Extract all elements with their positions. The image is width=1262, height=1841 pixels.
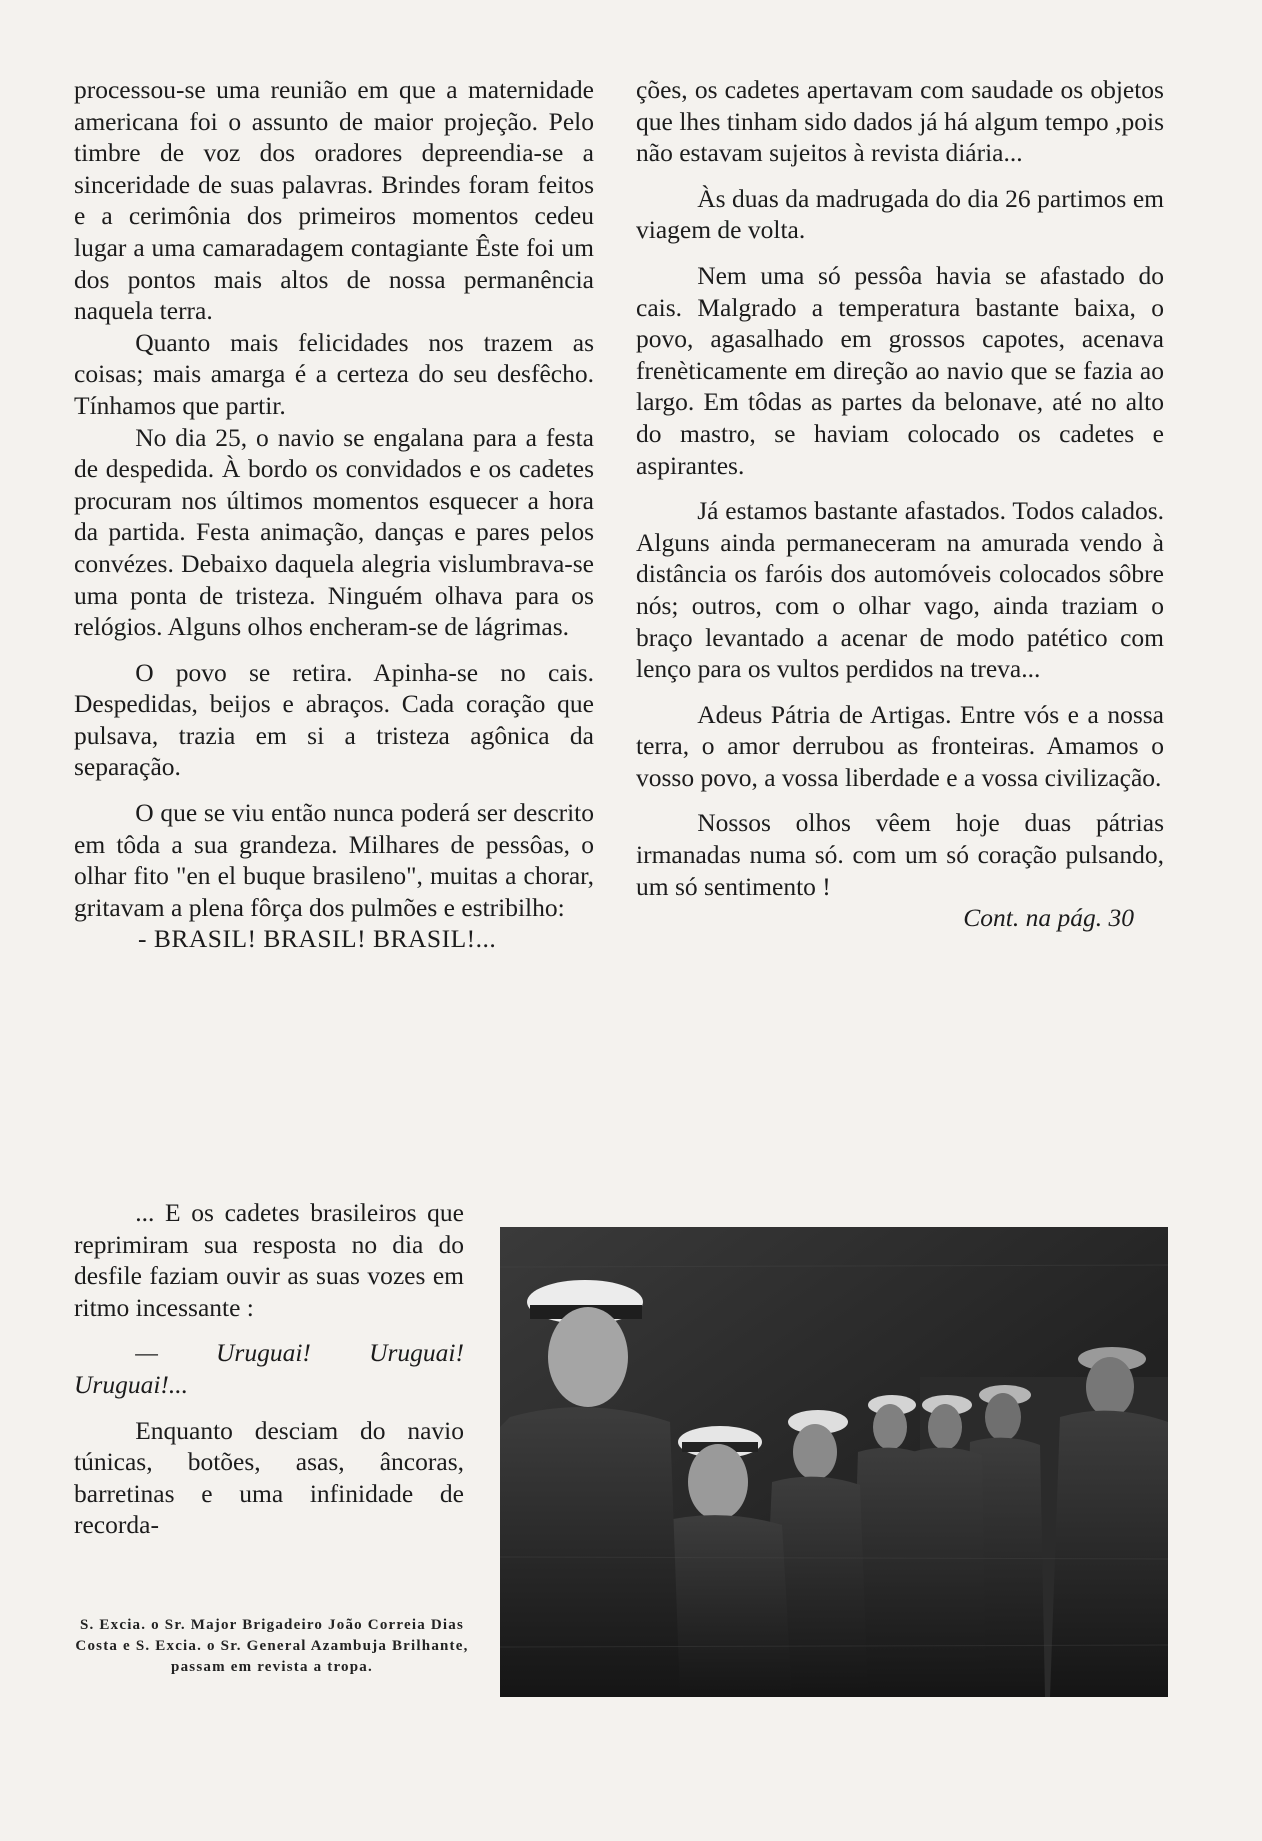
paragraph: Enquanto desciam do navio túnicas, botões, asas, âncoras, barretinas e uma infinidade de recorda- [74,1415,464,1540]
paragraph: O que se viu então nunca poderá ser descrito em tôda a sua grandeza. Milhares de pessôas, o olhar fito "en el buque brasileno", muitas a chorar, gritavam a plena fôrça dos pulmões e estribilho: [74,798,594,922]
paragraph: No dia 25, o navio se engalana para a festa de despedida. À bordo os convidados e os cadetes procuram nos últimos momentos esquecer a hora da partida. Festa animação, danças e pares pelos convézes. Debaixo daquela alegria vislumbrava-se uma ponta de tristeza. Ninguém olhava para os relógios. Alguns olhos encheram-se de lágrimas. [74,422,594,642]
paragraph: ... E os cadetes brasileiros que reprimiram sua resposta no dia do desfile faziam ouvir as suas vozes em ritmo incessante : [74,1198,464,1322]
paragraph: ções, os cadetes apertavam com saudade os objetos que lhes tinham sido dados já há algum tempo ,pois não estavam sujeitos à revista diária... [636,75,1164,168]
paragraph: O povo se retira. Apinha-se no cais. Despedidas, beijos e abraços. Cada coração que pulsava, trazia em si a tristeza agônica da separação. [74,657,594,782]
paragraph: Quanto mais felicidades nos trazem as coisas; mais amarga é a certeza do seu desfêcho. Tínhamos que partir. [74,327,594,420]
continuation-note: Cont. na pág. 30 [963,903,1134,933]
paragraph: processou-se uma reunião em que a maternidade americana foi o assunto de maior projeção. Pelo timbre de voz dos oradores depreendia-se a sinceridade de suas palavras. Brindes foram feitos e a cerimônia dos primeiros momentos cedeu lugar a uma camaradagem contagiante Êste foi um dos pontos mais altos de nossa permanência naquela terra. [74,75,594,326]
paragraph: Adeus Pátria de Artigas. Entre vós e a nossa terra, o amor derrubou as fronteiras. Amamos o vosso povo, a vossa liberdade e a vossa civilização. [636,699,1164,792]
paragraph: Nossos olhos vêem hoje duas pátrias irmanadas numa só. com um só coração pulsando, um só sentimento ! [636,808,1164,901]
paragraph: Às duas da madrugada do dia 26 partimos em viagem de volta. [636,183,1164,245]
review-photo [500,1227,1168,1697]
left-text-column [74,74,594,955]
paragraph: Já estamos bastante afastados. Todos calados. Alguns ainda permaneceram na amurada vendo à distância os faróis dos automóveis colocados sôbre nós; outros, com o olhar vago, ainda traziam o braço levantado a acenar de modo patético com lenço para os vultos perdidos na treva... [636,496,1164,684]
right-text-column [636,74,1164,934]
chant-uruguai: — Uruguai! Uruguai! Uruguai!... [74,1338,464,1399]
paragraph: Nem uma só pessôa havia se afastado do cais. Malgrado a temperatura bastante baixa, o povo, agasalhado em grossos capotes, acenava frenèticamente em direção ao navio que se fazia ao largo. Em tôdas as partes da belonave, até no alto do mastro, se haviam colocado os cadetes e aspirantes. [636,260,1164,480]
lower-left-text-column [74,1197,464,1541]
chant-brasil: - BRASIL! BRASIL! BRASIL!... [138,924,497,954]
officers-in-line-image [500,1227,1168,1697]
photo-caption: S. Excia. o Sr. Major Brigadeiro João Correia Dias Costa e S. Excia. o Sr. General Azambuja Brilhante, passam em revista a tropa. [75,1617,469,1675]
